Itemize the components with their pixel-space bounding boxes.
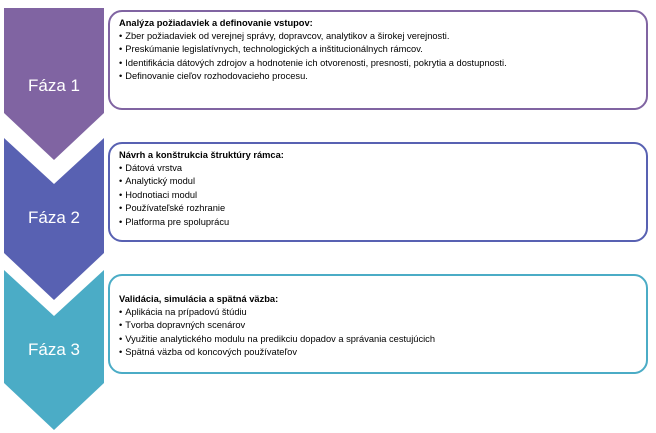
list-item: • Analytický modul xyxy=(119,175,638,188)
list-item: • Hodnotiaci modul xyxy=(119,189,638,202)
phase-2-label: Fáza 2 xyxy=(28,208,80,227)
phase-3-box xyxy=(108,274,648,374)
list-item: • Identifikácia dátových zdrojov a hodnotenie ich otvorenosti, presnosti, pokrytia a dostupnosti. xyxy=(119,57,638,70)
list-item: • Používateľské rozhranie xyxy=(119,202,638,215)
list-item: • Využitie analytického modulu na predikciu dopadov a správania cestujúcich xyxy=(119,333,638,346)
list-item: • Preskúmanie legislatívnych, technologických a inštitucionálnych rámcov. xyxy=(119,43,638,56)
list-item: • Aplikácia na prípadovú štúdiu xyxy=(119,306,638,319)
phase-3-label: Fáza 3 xyxy=(28,340,80,359)
phase-1-box xyxy=(108,10,648,110)
phase-3-title: Validácia, simulácia a spätná väzba: xyxy=(119,294,279,304)
list-item: • Zber požiadaviek od verejnej správy, dopravcov, analytikov a širokej verejnosti. xyxy=(119,30,638,43)
phase-2-box xyxy=(108,142,648,242)
list-item: • Tvorba dopravných scenárov xyxy=(119,319,638,332)
list-item: • Platforma pre spoluprácu xyxy=(119,216,638,229)
phase-1-label: Fáza 1 xyxy=(28,76,80,95)
phase-3-list xyxy=(119,306,638,360)
phase-1-list xyxy=(119,30,638,84)
phase-2-title: Návrh a konštrukcia štruktúry rámca: xyxy=(119,150,284,160)
list-item: • Dátová vrstva xyxy=(119,162,638,175)
phase-1-title: Analýza požiadaviek a definovanie vstupov: xyxy=(119,18,313,28)
list-item: • Spätná väzba od koncových používateľov xyxy=(119,346,638,359)
phase-2-list xyxy=(119,162,638,229)
list-item: • Definovanie cieľov rozhodovacieho procesu. xyxy=(119,70,638,83)
